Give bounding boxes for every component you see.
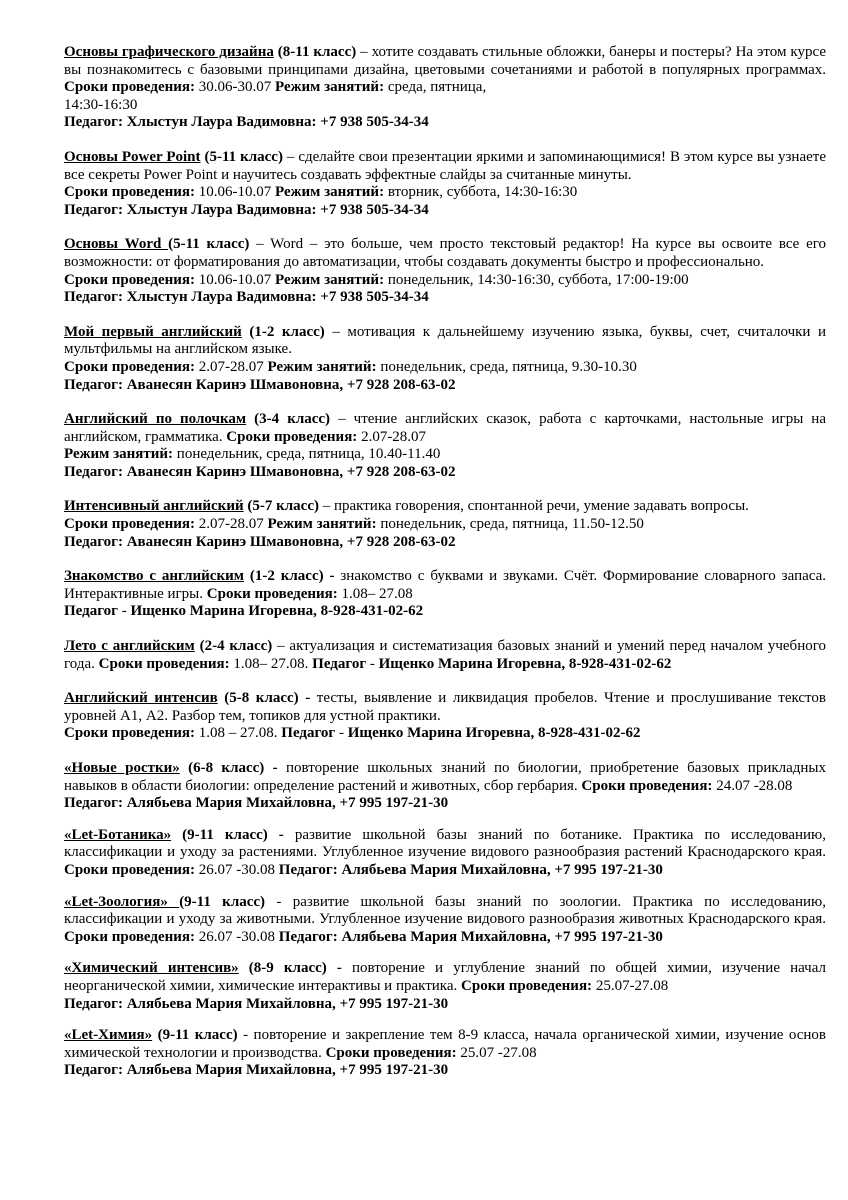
dates-value: 1.08– 27.08 xyxy=(337,585,413,602)
teacher: Ищенко Марина Игоревна, 8-928-431-02-62 xyxy=(347,725,641,742)
schedule-value: вторник, суббота, 14:30-16:30 xyxy=(384,184,578,201)
course-title: Знакомство с английским xyxy=(64,568,244,585)
teacher-label: Педагог xyxy=(64,603,118,620)
dates-label: Сроки проведения: xyxy=(64,79,196,96)
schedule-label: Режим занятий: xyxy=(275,184,385,201)
schedule-value: понедельник, 14:30-16:30, суббота, 17:00-19:00 xyxy=(384,271,689,288)
dates-label: Сроки проведения: xyxy=(98,655,230,672)
desc-dash: - xyxy=(323,568,341,585)
course-title: Лето с английским xyxy=(64,638,195,655)
course-description: тесты, выявление и ликвидация пробелов. Чтение и прослушивание текстов уровней А1, А2. Разбор тем, топиков для устной практики. xyxy=(64,690,826,724)
dates-value: 26.07 -30.08 xyxy=(195,928,279,945)
dates-value: 10.06-10.07 xyxy=(195,271,276,288)
dates-value: 2.07-28.07 xyxy=(357,428,427,445)
course-english-intro xyxy=(64,568,826,621)
teacher-sep: - xyxy=(335,725,348,742)
course-title: «Let-Зоология» xyxy=(64,893,180,910)
schedule-value: среда, пятница, xyxy=(384,79,487,96)
dates-label: Сроки проведения: xyxy=(64,358,196,375)
dates-value: 26.07 -30.08 xyxy=(195,861,279,878)
schedule-label: Режим занятий: xyxy=(275,79,385,96)
course-graphic-design xyxy=(64,44,826,132)
course-description: – Word – это больше, чем просто текстовый редактор! На курсе вы освоите все его возможности: от форматирования до автоматизации, чтобы создавать документы быстро и профессионально. xyxy=(64,236,827,270)
course-grade: (6-8 класс) xyxy=(188,760,265,776)
desc-dash: - xyxy=(298,690,317,707)
desc-dash: - xyxy=(267,826,295,843)
course-description: – мотивация к дальнейшему изучению языка, буквы, счет, считалочки и мультфильмы на английском языке. xyxy=(64,323,827,358)
course-english-intensive xyxy=(64,690,826,743)
course-description: развитие школьной базы знаний по ботанике. Практика по исследованию, классификации и уходу за растениями. Углубленное изучение видового разнообразия растений Краснодарского края. xyxy=(64,826,827,861)
course-grade: (3-4 класс) xyxy=(254,411,331,428)
dates-label: Сроки проведения: xyxy=(64,516,196,533)
teacher: Ищенко Марина Игоревна, 8-928-431-02-62 xyxy=(378,655,672,672)
course-english-shelves xyxy=(64,411,826,481)
course-title: Мой первый английский xyxy=(64,323,242,340)
teacher-label: Педагог xyxy=(281,725,336,742)
dates-label: Сроки проведения: xyxy=(206,585,338,602)
course-grade: (5-11 класс) xyxy=(204,148,283,165)
dates-value: 25.07-27.08 xyxy=(592,977,669,994)
course-list xyxy=(64,44,826,1080)
course-description: знакомство с буквами и звуками. Счёт. Формирование словарного запаса. Интерактивные игры. xyxy=(64,568,826,602)
course-grade: (8-11 класс) xyxy=(277,44,357,60)
course-description: повторение и углубление знаний по общей химии, изучение начал неорганической химии, химические интерактивы и практика. xyxy=(64,960,826,994)
course-grade: (5-8 класс) xyxy=(224,690,299,707)
teacher: Педагог: Алябьева Мария Михайловна, +7 995 197-21-30 xyxy=(278,861,663,878)
teacher: Педагог: Аванесян Каринэ Шмавоновна, +7 928 208-63-02 xyxy=(64,376,456,393)
dates-label: Сроки проведения: xyxy=(226,428,358,445)
course-grade: (9-11 класс) xyxy=(179,893,266,910)
course-title: Английский по полочкам xyxy=(64,411,247,428)
teacher: Педагог: Алябьева Мария Михайловна, +7 995 197-21-30 xyxy=(64,995,449,1012)
dates-value: 24.07 -28.08 xyxy=(712,777,793,794)
course-grade: (2-4 класс) xyxy=(199,638,273,655)
dates-value: 1.08 – 27.08. xyxy=(195,725,282,742)
teacher: Педагог: Хлыстун Лаура Вадимовна: +7 938 505-34-34 xyxy=(64,289,429,306)
dates-label: Сроки проведения: xyxy=(461,977,593,994)
course-title: Английский интенсив xyxy=(64,690,218,707)
course-description: - повторение и закрепление тем 8-9 класса, начала органической химии, изучение основ химической технологии и производства. xyxy=(64,1027,827,1061)
schedule-value: понедельник, среда, пятница, 10.40-11.40 xyxy=(173,446,441,463)
dates-label: Сроки проведения: xyxy=(581,777,713,794)
teacher: Педагог: Алябьева Мария Михайловна, +7 995 197-21-30 xyxy=(278,928,663,945)
teacher: Педагог: Аванесян Каринэ Шмавоновна, +7 928 208-63-02 xyxy=(64,463,456,480)
course-title: «Let-Химия» xyxy=(64,1027,153,1044)
schedule-time: 14:30-16:30 xyxy=(64,96,138,113)
course-grade: (8-9 класс) xyxy=(248,960,327,977)
course-let-botany xyxy=(64,827,826,880)
course-title: Интенсивный английский xyxy=(64,498,244,515)
course-description: – хотите создавать стильные обложки, банеры и постеры? На этом курсе вы познакомитесь с базовыми принципами дизайна, цветовыми сочетаниями и работой в популярных программах. xyxy=(64,44,826,78)
schedule-label: Режим занятий: xyxy=(275,271,385,288)
teacher: Педагог: Алябьева Мария Михайловна, +7 995 197-21-30 xyxy=(64,795,449,812)
dates-label: Сроки проведения: xyxy=(64,184,196,201)
course-power-point xyxy=(64,149,826,219)
teacher-sep: - xyxy=(117,603,131,620)
dates-label: Сроки проведения: xyxy=(64,725,196,742)
teacher-sep: - xyxy=(366,655,379,672)
dates-value: 30.06-30.07 xyxy=(195,79,276,96)
dates-label: Сроки проведения: xyxy=(64,271,196,288)
teacher: Ищенко Марина Игоревна, 8-928-431-02-62 xyxy=(130,603,424,620)
dates-value: 2.07-28.07 xyxy=(195,358,268,375)
course-description: – чтение английских сказок, работа с карточками, настольные игры на английском, грамматика. xyxy=(64,411,826,445)
course-description: повторение школьных знаний по биологии, приобретение базовых прикладных навыков в области биологии: определение растений и животных, сбор гербария. xyxy=(64,760,827,794)
course-grade: (5-7 класс) xyxy=(247,498,319,515)
teacher-label: Педагог xyxy=(312,655,367,672)
course-word xyxy=(64,236,826,306)
dates-value: 2.07-28.07 xyxy=(195,516,268,533)
schedule-value: понедельник, среда, пятница, 11.50-12.50 xyxy=(376,516,644,533)
teacher: Педагог: Аванесян Каринэ Шмавоновна, +7 928 208-63-02 xyxy=(64,533,456,550)
course-grade: (9-11 класс) xyxy=(157,1027,238,1044)
course-description: – практика говорения, спонтанной речи, умение задавать вопросы. xyxy=(318,498,749,515)
dates-label: Сроки проведения: xyxy=(325,1044,457,1061)
teacher: Педагог: Хлыстун Лаура Вадимовна: +7 938 505-34-34 xyxy=(64,114,429,131)
course-let-zoology xyxy=(64,894,826,947)
course-chemistry-intensive xyxy=(64,960,826,1013)
course-grade: (9-11 класс) xyxy=(182,826,268,843)
course-description: - развитие школьной базы знаний по зоологии. Практика по исследованию, классификации и уходу за животными. Углубленное изучение видового разнообразия животных Краснодарского края. xyxy=(64,893,826,928)
schedule-label: Режим занятий: xyxy=(64,446,174,463)
course-intensive-english xyxy=(64,498,826,551)
dates-label: Сроки проведения: xyxy=(64,861,196,878)
dates-value: 10.06-10.07 xyxy=(195,184,276,201)
course-new-sprouts xyxy=(64,760,826,813)
course-grade: (1-2 класс) xyxy=(249,323,325,340)
course-my-first-english xyxy=(64,324,826,394)
course-let-chemistry xyxy=(64,1027,826,1080)
course-description: – сделайте свои презентации яркими и запоминающимися! В этом курсе вы узнаете все секреты Power Point и научитесь создавать эффектные слайды за считанные минуты. xyxy=(64,148,826,183)
teacher: Педагог: Алябьева Мария Михайловна, +7 995 197-21-30 xyxy=(64,1062,449,1079)
schedule-value: понедельник, среда, пятница, 9.30-10.30 xyxy=(376,358,637,375)
course-title: «Новые ростки» xyxy=(64,760,180,776)
dates-value: 25.07 -27.08 xyxy=(456,1044,537,1061)
schedule-label: Режим занятий: xyxy=(267,516,377,533)
course-title: Основы Power Point xyxy=(64,148,201,165)
course-summer-english xyxy=(64,638,826,673)
dates-label: Сроки проведения: xyxy=(64,928,196,945)
course-grade: (5-11 класс) xyxy=(168,236,250,253)
course-title: Основы графического дизайна xyxy=(64,44,274,60)
course-title: «Let-Ботаника» xyxy=(64,826,172,843)
course-title: «Химический интенсив» xyxy=(64,960,239,977)
course-description: – актуализация и систематизация базовых знаний и умений перед началом учебного года. xyxy=(64,638,826,672)
course-grade: (1-2 класс) xyxy=(249,568,324,585)
dates-value: 1.08– 27.08. xyxy=(229,655,313,672)
desc-dash: - xyxy=(264,760,286,776)
teacher: Педагог: Хлыстун Лаура Вадимовна: +7 938 505-34-34 xyxy=(64,201,429,218)
desc-dash: - xyxy=(326,960,352,977)
schedule-label: Режим занятий: xyxy=(267,358,377,375)
course-title: Основы Word xyxy=(64,236,169,253)
